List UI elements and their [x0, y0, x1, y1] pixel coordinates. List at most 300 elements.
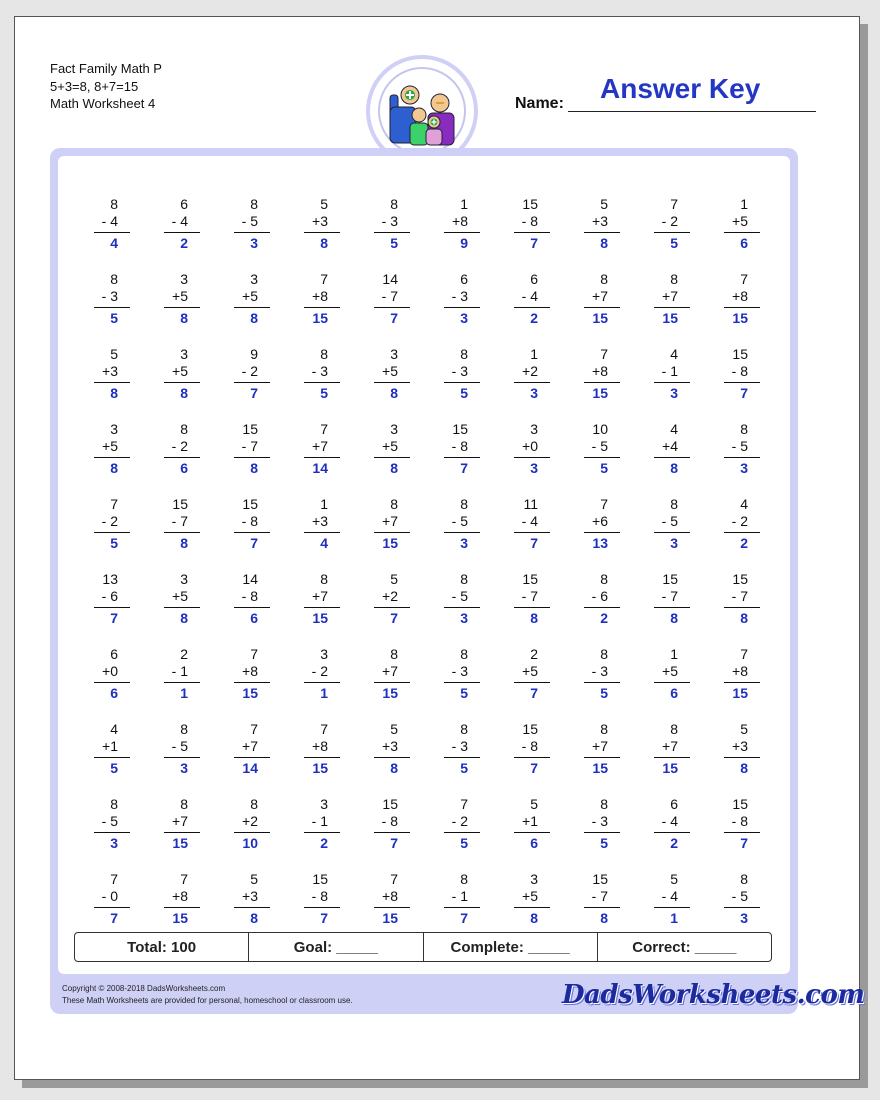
- problem-answer: 5: [600, 460, 608, 476]
- problem-answer: 3: [530, 460, 538, 476]
- problem-operation: - 3: [451, 288, 468, 304]
- problem-operation: - 6: [591, 588, 608, 604]
- problem-answer: 7: [250, 385, 258, 401]
- problem-top-number: 1: [530, 346, 538, 362]
- problem-answer: 3: [670, 535, 678, 551]
- problem-rule: [164, 757, 200, 758]
- problem-10-5: [354, 871, 410, 931]
- problem-7-6: [424, 646, 480, 706]
- problem-top-number: 1: [740, 196, 748, 212]
- problem-answer: 8: [530, 910, 538, 926]
- problem-answer: 15: [312, 610, 328, 626]
- problem-operation: - 1: [451, 888, 468, 904]
- problem-operation: - 4: [101, 213, 118, 229]
- problem-rule: [374, 832, 410, 833]
- problem-answer: 6: [670, 685, 678, 701]
- problem-top-number: 8: [460, 721, 468, 737]
- problem-top-number: 15: [172, 496, 188, 512]
- problem-6-6: [424, 571, 480, 631]
- problem-operation: +8: [242, 663, 258, 679]
- problem-operation: +0: [102, 663, 118, 679]
- problem-answer: 5: [110, 310, 118, 326]
- problem-answer: 7: [530, 235, 538, 251]
- problem-top-number: 8: [460, 871, 468, 887]
- problem-top-number: 7: [320, 721, 328, 737]
- problem-2-9: [634, 271, 690, 331]
- problem-operation: - 8: [241, 588, 258, 604]
- problem-6-7: [494, 571, 550, 631]
- problem-operation: - 4: [521, 288, 538, 304]
- problem-operation: - 2: [311, 663, 328, 679]
- problem-rule: [514, 307, 550, 308]
- problem-top-number: 15: [592, 871, 608, 887]
- problem-rule: [304, 682, 340, 683]
- problem-operation: +7: [662, 288, 678, 304]
- problem-1-1: [74, 196, 130, 256]
- problem-9-10: [704, 796, 760, 856]
- problem-answer: 7: [530, 760, 538, 776]
- problem-rule: [724, 682, 760, 683]
- problem-answer: 2: [320, 835, 328, 851]
- problem-top-number: 3: [180, 571, 188, 587]
- problem-top-number: 8: [250, 796, 258, 812]
- problem-operation: - 3: [451, 363, 468, 379]
- problem-answer: 2: [530, 310, 538, 326]
- problem-operation: - 5: [451, 513, 468, 529]
- problem-top-number: 15: [732, 346, 748, 362]
- problem-answer: 10: [242, 835, 258, 851]
- problem-answer: 7: [110, 610, 118, 626]
- problem-rule: [164, 532, 200, 533]
- problem-top-number: 3: [180, 271, 188, 287]
- problem-top-number: 6: [180, 196, 188, 212]
- problem-rule: [94, 307, 130, 308]
- problem-operation: +8: [452, 213, 468, 229]
- problem-top-number: 8: [250, 196, 258, 212]
- problem-operation: - 1: [661, 363, 678, 379]
- footer-text: [62, 983, 353, 1007]
- problem-1-8: [564, 196, 620, 256]
- complete-field[interactable]: Complete: _____: [424, 933, 598, 961]
- problem-top-number: 3: [390, 346, 398, 362]
- problem-5-5: [354, 496, 410, 556]
- problem-answer: 1: [180, 685, 188, 701]
- problem-4-8: [564, 421, 620, 481]
- problem-top-number: 3: [530, 871, 538, 887]
- problem-top-number: 8: [740, 421, 748, 437]
- problem-answer: 2: [180, 235, 188, 251]
- correct-field[interactable]: Correct: _____: [632, 938, 737, 956]
- problem-answer: 15: [172, 835, 188, 851]
- problem-answer: 8: [670, 610, 678, 626]
- problem-operation: - 8: [451, 438, 468, 454]
- problem-top-number: 8: [460, 646, 468, 662]
- problem-rule: [514, 907, 550, 908]
- problem-top-number: 5: [390, 721, 398, 737]
- problem-rule: [234, 457, 270, 458]
- problem-answer: 8: [390, 385, 398, 401]
- problem-answer: 13: [592, 535, 608, 551]
- problem-top-number: 15: [522, 571, 538, 587]
- problem-rule: [654, 607, 690, 608]
- problem-4-1: [74, 421, 130, 481]
- problem-operation: - 7: [661, 588, 678, 604]
- problem-rule: [444, 307, 480, 308]
- problem-operation: - 5: [661, 513, 678, 529]
- problem-operation: +8: [312, 738, 328, 754]
- problem-rule: [584, 607, 620, 608]
- problem-5-3: [214, 496, 270, 556]
- problem-top-number: 5: [670, 871, 678, 887]
- problem-4-10: [704, 421, 760, 481]
- name-field-line[interactable]: [568, 111, 816, 112]
- problem-answer: 2: [670, 835, 678, 851]
- problem-10-1: [74, 871, 130, 931]
- problem-3-7: [494, 346, 550, 406]
- problem-operation: - 3: [451, 738, 468, 754]
- problem-answer: 8: [740, 760, 748, 776]
- problem-answer: 1: [320, 685, 328, 701]
- problem-rule: [94, 607, 130, 608]
- problem-rule: [164, 682, 200, 683]
- problem-top-number: 4: [670, 421, 678, 437]
- problem-operation: - 8: [381, 813, 398, 829]
- problem-operation: +8: [312, 288, 328, 304]
- problem-operation: +7: [312, 588, 328, 604]
- problem-answer: 15: [382, 535, 398, 551]
- problem-rule: [234, 232, 270, 233]
- problem-operation: +5: [172, 288, 188, 304]
- problem-operation: - 4: [171, 213, 188, 229]
- problem-answer: 7: [390, 835, 398, 851]
- problem-answer: 3: [530, 385, 538, 401]
- problem-rule: [304, 832, 340, 833]
- problem-answer: 8: [740, 610, 748, 626]
- problem-rule: [584, 532, 620, 533]
- problem-8-3: [214, 721, 270, 781]
- problem-top-number: 3: [250, 271, 258, 287]
- problem-operation: - 7: [521, 588, 538, 604]
- problem-rule: [94, 682, 130, 683]
- problem-rule: [444, 382, 480, 383]
- problem-operation: - 3: [101, 288, 118, 304]
- problem-answer: 15: [312, 310, 328, 326]
- problem-answer: 7: [740, 385, 748, 401]
- problem-answer: 8: [250, 910, 258, 926]
- problem-operation: - 8: [521, 213, 538, 229]
- problem-top-number: 7: [110, 496, 118, 512]
- problem-answer: 2: [740, 535, 748, 551]
- problem-rule: [234, 832, 270, 833]
- problem-operation: +7: [382, 663, 398, 679]
- problem-answer: 6: [740, 235, 748, 251]
- problem-4-2: [144, 421, 200, 481]
- problem-6-3: [214, 571, 270, 631]
- problem-top-number: 8: [180, 796, 188, 812]
- problem-operation: +5: [522, 888, 538, 904]
- problem-7-8: [564, 646, 620, 706]
- problem-answer: 3: [460, 535, 468, 551]
- problem-operation: - 8: [521, 738, 538, 754]
- problem-top-number: 14: [242, 571, 258, 587]
- problem-top-number: 8: [740, 871, 748, 887]
- problem-7-9: [634, 646, 690, 706]
- problem-rule: [304, 607, 340, 608]
- problem-operation: - 3: [591, 663, 608, 679]
- problem-operation: +7: [382, 513, 398, 529]
- problem-rule: [304, 532, 340, 533]
- problem-top-number: 8: [180, 421, 188, 437]
- problem-operation: - 8: [311, 888, 328, 904]
- problem-rule: [514, 382, 550, 383]
- problem-rule: [654, 757, 690, 758]
- problem-operation: +2: [382, 588, 398, 604]
- problem-rule: [584, 382, 620, 383]
- problem-top-number: 5: [390, 571, 398, 587]
- problem-top-number: 5: [110, 346, 118, 362]
- problem-rule: [444, 907, 480, 908]
- problem-operation: - 4: [521, 513, 538, 529]
- problem-answer: 8: [180, 310, 188, 326]
- problem-6-10: [704, 571, 760, 631]
- problem-operation: - 2: [171, 438, 188, 454]
- problem-answer: 6: [180, 460, 188, 476]
- problem-rule: [724, 457, 760, 458]
- problem-8-7: [494, 721, 550, 781]
- problem-top-number: 6: [530, 271, 538, 287]
- problem-operation: - 5: [101, 813, 118, 829]
- problem-answer: 8: [600, 910, 608, 926]
- name-label: Name:: [515, 95, 564, 112]
- problem-operation: +3: [242, 888, 258, 904]
- problem-operation: - 3: [381, 213, 398, 229]
- problem-rule: [654, 457, 690, 458]
- problem-2-4: [284, 271, 340, 331]
- problem-9-8: [564, 796, 620, 856]
- problem-6-4: [284, 571, 340, 631]
- problem-answer: 5: [600, 835, 608, 851]
- problem-2-2: [144, 271, 200, 331]
- problem-answer: 8: [670, 460, 678, 476]
- problem-operation: +3: [102, 363, 118, 379]
- problem-rule: [374, 607, 410, 608]
- problem-2-8: [564, 271, 620, 331]
- worksheet-number: Math Worksheet 4: [50, 96, 156, 111]
- problem-4-5: [354, 421, 410, 481]
- problem-rule: [164, 232, 200, 233]
- problem-operation: +2: [522, 363, 538, 379]
- problem-operation: +5: [172, 363, 188, 379]
- problem-operation: - 2: [101, 513, 118, 529]
- problem-rule: [94, 382, 130, 383]
- problem-2-7: [494, 271, 550, 331]
- problem-5-8: [564, 496, 620, 556]
- problem-rule: [444, 232, 480, 233]
- problem-answer: 15: [242, 685, 258, 701]
- problem-4-3: [214, 421, 270, 481]
- problem-operation: - 0: [101, 888, 118, 904]
- problem-rule: [164, 457, 200, 458]
- worksheet-facts: 5+3=8, 8+7=15: [50, 78, 139, 94]
- problem-rule: [724, 232, 760, 233]
- problem-operation: - 7: [731, 588, 748, 604]
- problem-rule: [304, 382, 340, 383]
- problem-operation: +1: [522, 813, 538, 829]
- problem-top-number: 8: [320, 346, 328, 362]
- problem-answer: 15: [662, 310, 678, 326]
- problem-top-number: 5: [250, 871, 258, 887]
- problem-6-2: [144, 571, 200, 631]
- problem-rule: [94, 832, 130, 833]
- problem-operation: - 6: [101, 588, 118, 604]
- problem-answer: 5: [110, 535, 118, 551]
- problem-operation: +4: [662, 438, 678, 454]
- problem-top-number: 8: [390, 496, 398, 512]
- problem-rule: [94, 232, 130, 233]
- problem-operation: - 3: [591, 813, 608, 829]
- problem-rule: [584, 757, 620, 758]
- problem-top-number: 15: [242, 421, 258, 437]
- problem-operation: +7: [242, 738, 258, 754]
- problem-operation: - 3: [451, 663, 468, 679]
- problem-answer: 15: [732, 685, 748, 701]
- problem-5-1: [74, 496, 130, 556]
- problem-operation: +3: [312, 213, 328, 229]
- problem-answer: 5: [670, 235, 678, 251]
- problem-1-2: [144, 196, 200, 256]
- problem-6-9: [634, 571, 690, 631]
- problem-top-number: 8: [600, 271, 608, 287]
- problem-operation: - 5: [451, 588, 468, 604]
- problem-top-number: 13: [102, 571, 118, 587]
- problem-operation: +3: [312, 513, 328, 529]
- problem-operation: - 5: [731, 888, 748, 904]
- problem-9-3: [214, 796, 270, 856]
- problem-rule: [94, 757, 130, 758]
- problem-7-2: [144, 646, 200, 706]
- problem-top-number: 7: [390, 871, 398, 887]
- problem-rule: [584, 307, 620, 308]
- problem-5-6: [424, 496, 480, 556]
- problem-answer: 15: [382, 685, 398, 701]
- problem-rule: [584, 232, 620, 233]
- problem-rule: [234, 382, 270, 383]
- problem-rule: [304, 757, 340, 758]
- problem-answer: 15: [592, 760, 608, 776]
- problem-operation: +5: [522, 663, 538, 679]
- problem-rule: [164, 832, 200, 833]
- copyright-text: Copyright © 2008-2018 DadsWorksheets.com: [62, 984, 226, 993]
- problem-top-number: 4: [670, 346, 678, 362]
- problem-rule: [94, 457, 130, 458]
- problem-rule: [444, 457, 480, 458]
- problem-answer: 9: [460, 235, 468, 251]
- problem-rule: [304, 232, 340, 233]
- problem-rule: [234, 907, 270, 908]
- problem-operation: - 2: [451, 813, 468, 829]
- problem-operation: +8: [382, 888, 398, 904]
- problem-answer: 3: [460, 310, 468, 326]
- problem-rule: [514, 457, 550, 458]
- goal-field[interactable]: Goal: _____: [249, 933, 423, 961]
- problem-top-number: 8: [460, 346, 468, 362]
- problem-1-7: [494, 196, 550, 256]
- problem-operation: - 4: [661, 813, 678, 829]
- problem-5-7: [494, 496, 550, 556]
- problem-operation: +5: [242, 288, 258, 304]
- problem-top-number: 7: [460, 796, 468, 812]
- problem-top-number: 15: [522, 721, 538, 737]
- problem-rule: [374, 307, 410, 308]
- problem-answer: 15: [592, 385, 608, 401]
- problem-answer: 7: [530, 685, 538, 701]
- problem-operation: +8: [172, 888, 188, 904]
- worksheet-header: [50, 60, 162, 113]
- problem-operation: +0: [522, 438, 538, 454]
- problem-answer: 7: [530, 535, 538, 551]
- problem-rule: [94, 532, 130, 533]
- problem-operation: +7: [592, 738, 608, 754]
- problem-top-number: 7: [320, 271, 328, 287]
- problem-answer: 8: [110, 460, 118, 476]
- problem-operation: - 5: [171, 738, 188, 754]
- problem-rule: [304, 307, 340, 308]
- problem-answer: 8: [180, 610, 188, 626]
- problem-top-number: 8: [600, 721, 608, 737]
- problem-9-4: [284, 796, 340, 856]
- problem-answer: 4: [110, 235, 118, 251]
- problem-answer: 8: [600, 235, 608, 251]
- problem-answer: 1: [670, 910, 678, 926]
- problem-answer: 8: [390, 460, 398, 476]
- worksheet-title: Fact Family Math P: [50, 61, 162, 76]
- problem-answer: 3: [740, 910, 748, 926]
- problem-answer: 7: [460, 910, 468, 926]
- problem-answer: 5: [110, 760, 118, 776]
- problem-rule: [514, 832, 550, 833]
- problem-operation: - 8: [241, 513, 258, 529]
- problem-rule: [374, 232, 410, 233]
- problem-9-7: [494, 796, 550, 856]
- problem-answer: 5: [320, 385, 328, 401]
- problem-rule: [724, 907, 760, 908]
- problem-4-6: [424, 421, 480, 481]
- problem-answer: 8: [250, 460, 258, 476]
- problem-7-3: [214, 646, 270, 706]
- problem-top-number: 3: [390, 421, 398, 437]
- problem-operation: +3: [592, 213, 608, 229]
- problem-4-9: [634, 421, 690, 481]
- dadsworksheets-logo[interactable]: DadsWorksheets.com: [562, 980, 865, 1010]
- problem-top-number: 1: [670, 646, 678, 662]
- problem-operation: +5: [382, 438, 398, 454]
- problem-7-1: [74, 646, 130, 706]
- problem-top-number: 15: [522, 196, 538, 212]
- problem-answer: 3: [460, 610, 468, 626]
- problem-operation: +8: [732, 663, 748, 679]
- problem-top-number: 8: [390, 646, 398, 662]
- problem-operation: +2: [242, 813, 258, 829]
- problem-answer: 8: [320, 235, 328, 251]
- problem-answer: 8: [390, 760, 398, 776]
- problem-rule: [584, 682, 620, 683]
- problem-answer: 7: [250, 535, 258, 551]
- problem-top-number: 15: [382, 796, 398, 812]
- problem-top-number: 7: [320, 421, 328, 437]
- problem-rule: [514, 757, 550, 758]
- problem-answer: 3: [740, 460, 748, 476]
- problem-rule: [164, 307, 200, 308]
